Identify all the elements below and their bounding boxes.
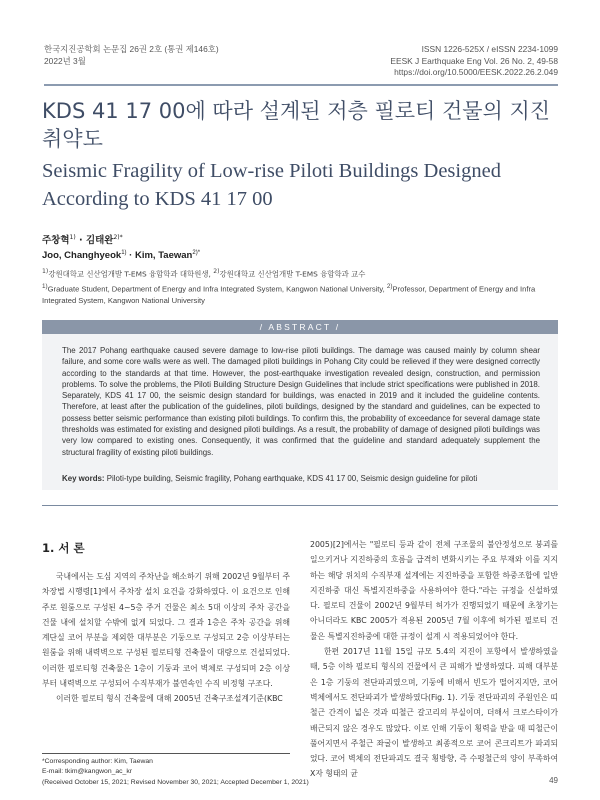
intro-paragraph-2: 이러한 필로티 형식 건축물에 대해 2005년 건축구조설계기준(KBC <box>56 694 283 704</box>
received-dates: (Received October 15, 2021; Revised November 30, 2021; Accepted December 1, 2021) <box>42 778 309 786</box>
title-korean: KDS 41 17 00에 따라 설계된 저층 필로티 건물의 지진 취약도 <box>42 99 551 151</box>
author-2-korean: 김태완 <box>85 235 114 246</box>
affil-1-korean: 강원대학교 신산업개발 T-EMS 융합학과 대학원생, <box>48 269 211 279</box>
page-number: 49 <box>549 776 558 785</box>
intro-paragraph-3: 한편 2017년 11월 15일 규모 5.4의 지진이 포항에서 발생하였을 때, 5층 이하 필로티 형식의 건물에서 큰 피해가 발생하였다. 피해 대부분은 1층 기둥의 전단파괴였으며, 기둥에 비해서 빈도가 떨어지지만, 코어 벽체에서도 전단파괴가 발생하였다(Fig. 1). 기둥 전단파괴의 주원인은 띠철근 간격이 넓은 것과 띠철근 갈고리의 부실이며, 더해서 크로스타이가 배근되지 않은 경우도 많았다. 이로 인해 기둥이 횡력을 받을 때 띠철근이 풀어지면서 주철근 좌굴이 발생하고 최종적으로 코어 콘크리트가 파괴되었다. 코어 벽체의 전단파괴도 결국 횡방향, 즉 수평철근의 양이 부족하여 X자 형태의 균 <box>310 647 558 779</box>
keywords <box>62 474 552 483</box>
affil-2-korean: 강원대학교 신산업개발 T-EMS 융합학과 교수 <box>219 269 366 279</box>
doi-link[interactable]: https://doi.org/10.5000/EESK.2022.26.2.049 <box>394 67 558 77</box>
author-2-sup-en: 2)* <box>192 250 201 256</box>
affil-1-english: Graduate Student, Department of Energy and Infra Integrated System, Kangwon National University, <box>47 284 385 294</box>
title-english: Seismic Fragility of Low-rise Piloti Buildings Designed According to KDS 41 17 00 <box>42 160 501 210</box>
affil-2-sup: 2) <box>213 268 220 275</box>
affil-1-sup: 1) <box>42 268 49 275</box>
abstract-text: The 2017 Pohang earthquake caused severe damage to low-rise piloti buildings. The damage was caused mainly by column shear failure, and some core walls were as well. The damaged piloti buildings in Pohang City could be relieved if they were designed correctly according to the standards at that time. However, the post-earthquake investigation revealed design, construction, and permission problems. To solve the problems, the Piloti Building Structure Design Guidelines that include strict specifications were published in 2018. Separately, KDS 41 17 00, the seismic design standard for buildings, was enacted in 2019 and it included the guideline contents. Therefore, at least after the publication of the guidelines, piloti buildings, designed by the standard and guidelines, can be expected to possess better seismic performance than existing piloti buildings. To confirm this, the probability of exceedance for several damage state thresholds was estimated for existing and designed piloti buildings. As a result, the probability of damage of designed piloti buildings was very low compared to existing ones. Consequently, it was confirmed that the guideline and standard adequately supplement the structural fragility of existing piloti buildings. <box>62 346 540 457</box>
issn: ISSN 1226-525X / eISSN 2234-1099 <box>421 44 558 54</box>
author-2-english: Kim, Taewan <box>134 250 193 262</box>
authors-english <box>42 250 200 261</box>
author-email[interactable]: E-mail: tkim@kangwon_ac_kr <box>42 768 133 776</box>
author-2-sup: 2)* <box>113 233 123 241</box>
issue-date-korean: 2022년 3월 <box>44 55 86 66</box>
affil-2-sup-en: 2) <box>386 283 393 290</box>
authors-korean <box>42 232 123 246</box>
affil-2-english: Professor, Department of Energy and Infra Integrated System, Kangwon National University <box>42 284 536 305</box>
footnote-divider <box>42 753 290 754</box>
affiliations-korean <box>42 268 365 279</box>
keywords-list: Piloti-type building, Seismic fragility, Pohang earthquake, KDS 41 17 00, Seismic design guideline for piloti <box>106 474 478 483</box>
affiliations-english <box>42 281 560 306</box>
right-column <box>310 537 558 782</box>
author-1-english: Joo, Changhyeok <box>42 250 122 262</box>
abstract-header: / ABSTRACT / <box>42 320 558 334</box>
corresponding-author: *Corresponding author: Kim, Taewan <box>42 758 153 765</box>
author-separator: · <box>79 235 83 246</box>
left-column <box>42 569 290 707</box>
affil-1-sup-en: 1) <box>42 283 48 290</box>
author-separator-en: · <box>129 250 133 262</box>
intro-paragraph-1: 국내에서는 도심 지역의 주차난을 해소하기 위해 2002년 9월부터 주차장법 시행령[1]에서 주차장 설치 요건을 강화하였다. 이 요건으로 인해 주로 원룸으로 구성된 4~5층 주거 건물은 최소 5대 이상의 주차 공간을 건물 내에 설치할 수밖에 없게 되었다. 그 결과 1층은 주차 공간을 위해 계단실 코어 부분을 제외한 대부분은 기둥으로 구성되고 2층 이상부터는 원룸을 위해 내력벽으로 구성된 필로티형 건축물이 대량으로 건설되었다. 이러한 필로티형 건축물은 1층이 기둥과 코어 벽체로 구성되며 2층 이상부터 내력벽으로 구성되어 수직부재가 불연속인 수직 비정형 구조다. <box>42 572 290 689</box>
author-1-sup: 1) <box>69 233 76 241</box>
journal-name-korean: 한국지진공학회 논문집 26권 2호 (통권 제146호) <box>44 44 219 54</box>
footnote <box>42 757 309 788</box>
header-divider <box>44 84 558 86</box>
author-1-korean: 주창혁 <box>42 235 70 246</box>
author-1-sup-en: 1) <box>121 250 127 256</box>
intro-paragraph-2-cont: 2005)[2]에서는 "필로티 등과 같이 전체 구조물의 불안정성으로 붕괴를 일으키거나 지진하중의 흐름을 급격히 변화시키는 주요 부재와 이를 지지하는 해당 위치의 수직부재 설계에는 지진하중을 포함한 하중조합에 일반 지진하중 대신 특별지진하중을 사용하여야 한다."라는 규정을 신설하였다. 필로티 건물이 2002년 9월부터 허가가 진행되었기 때문에 초창기는 아니더라도 KBC 2005가 적용된 2005년 7월 이후에 허가된 필로티 건물은 특별지진하중에 대한 규정이 설계 시 적용되었어야 한다. <box>310 540 558 641</box>
section-1-title: 1. 서 론 <box>42 541 85 555</box>
journal-header-korean <box>44 44 219 67</box>
journal-name-english: EESK J Earthquake Eng Vol. 26 No. 2, 49-58 <box>390 55 558 66</box>
keywords-label: Key words: <box>62 474 105 483</box>
journal-header-english <box>390 44 558 79</box>
abstract-divider <box>42 505 558 506</box>
